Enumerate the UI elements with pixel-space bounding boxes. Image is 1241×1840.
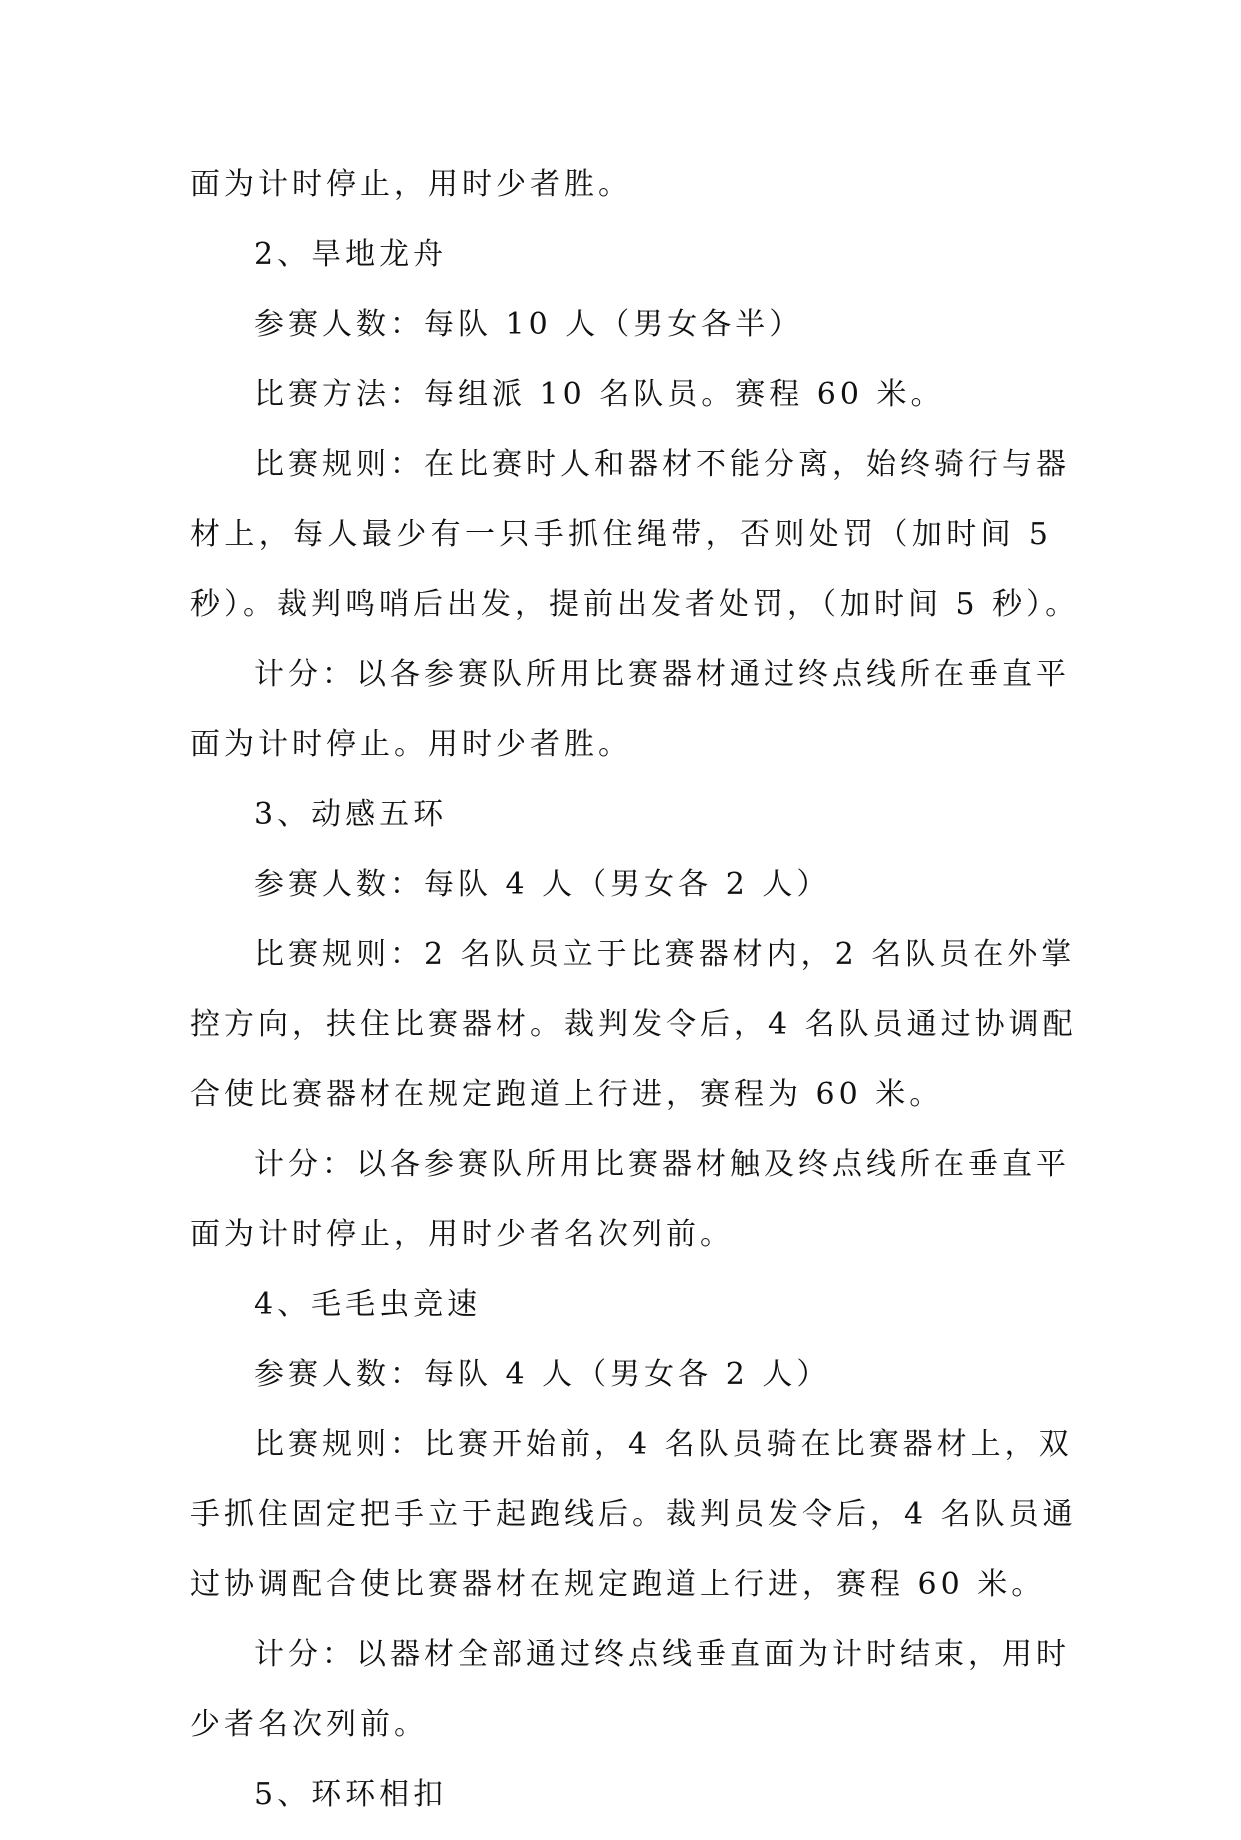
text-line: 比赛规则：2 名队员立于比赛器材内，2 名队员在外掌 (254, 937, 1076, 972)
text-line: 比赛方法：每组派 10 名队员。赛程 60 米。 (254, 377, 945, 412)
text-line: 合使比赛器材在规定跑道上行进，赛程为 60 米。 (190, 1077, 944, 1112)
text-line: 面为计时停止，用时少者名次列前。 (190, 1217, 734, 1252)
text-line: 手抓住固定把手立于起跑线后。裁判员发令后，4 名队员通 (190, 1497, 1077, 1532)
text-line: 少者名次列前。 (190, 1707, 428, 1742)
text-line: 参赛人数：每队 4 人（男女各 2 人） (254, 867, 831, 902)
text-line: 秒）。裁判鸣哨后出发，提前出发者处罚，（加时间 5 秒）。 (190, 587, 1080, 622)
text-line: 面为计时停止，用时少者胜。 (190, 167, 632, 202)
text-line: 参赛人数：每队 4 人（男女各 2 人） (254, 1357, 831, 1392)
text-line: 计分：以各参赛队所用比赛器材通过终点线所在垂直平 (254, 657, 1070, 692)
text-line: 参赛人数：每队 10 人（男女各半） (254, 307, 804, 342)
text-line: 2、旱地龙舟 (254, 237, 448, 272)
text-line: 比赛规则：在比赛时人和器材不能分离，始终骑行与器 (254, 447, 1070, 482)
document-body (190, 160, 1080, 1840)
text-line: 计分：以各参赛队所用比赛器材触及终点线所在垂直平 (254, 1147, 1070, 1182)
text-line: 比赛规则：比赛开始前，4 名队员骑在比赛器材上，双 (254, 1427, 1073, 1462)
text-line: 控方向，扶住比赛器材。裁判发令后，4 名队员通过协调配 (190, 1007, 1077, 1042)
text-line: 计分：以器材全部通过终点线垂直面为计时结束，用时 (254, 1637, 1070, 1672)
text-line: 过协调配合使比赛器材在规定跑道上行进，赛程 60 米。 (190, 1567, 1046, 1602)
text-line: 5、环环相扣 (254, 1777, 448, 1812)
text-line: 面为计时停止。用时少者胜。 (190, 727, 632, 762)
text-line: 3、动感五环 (254, 797, 448, 832)
text-line: 4、毛毛虫竞速 (254, 1287, 482, 1322)
text-line: 材上，每人最少有一只手抓住绳带，否则处罚（加时间 5 (190, 517, 1052, 552)
